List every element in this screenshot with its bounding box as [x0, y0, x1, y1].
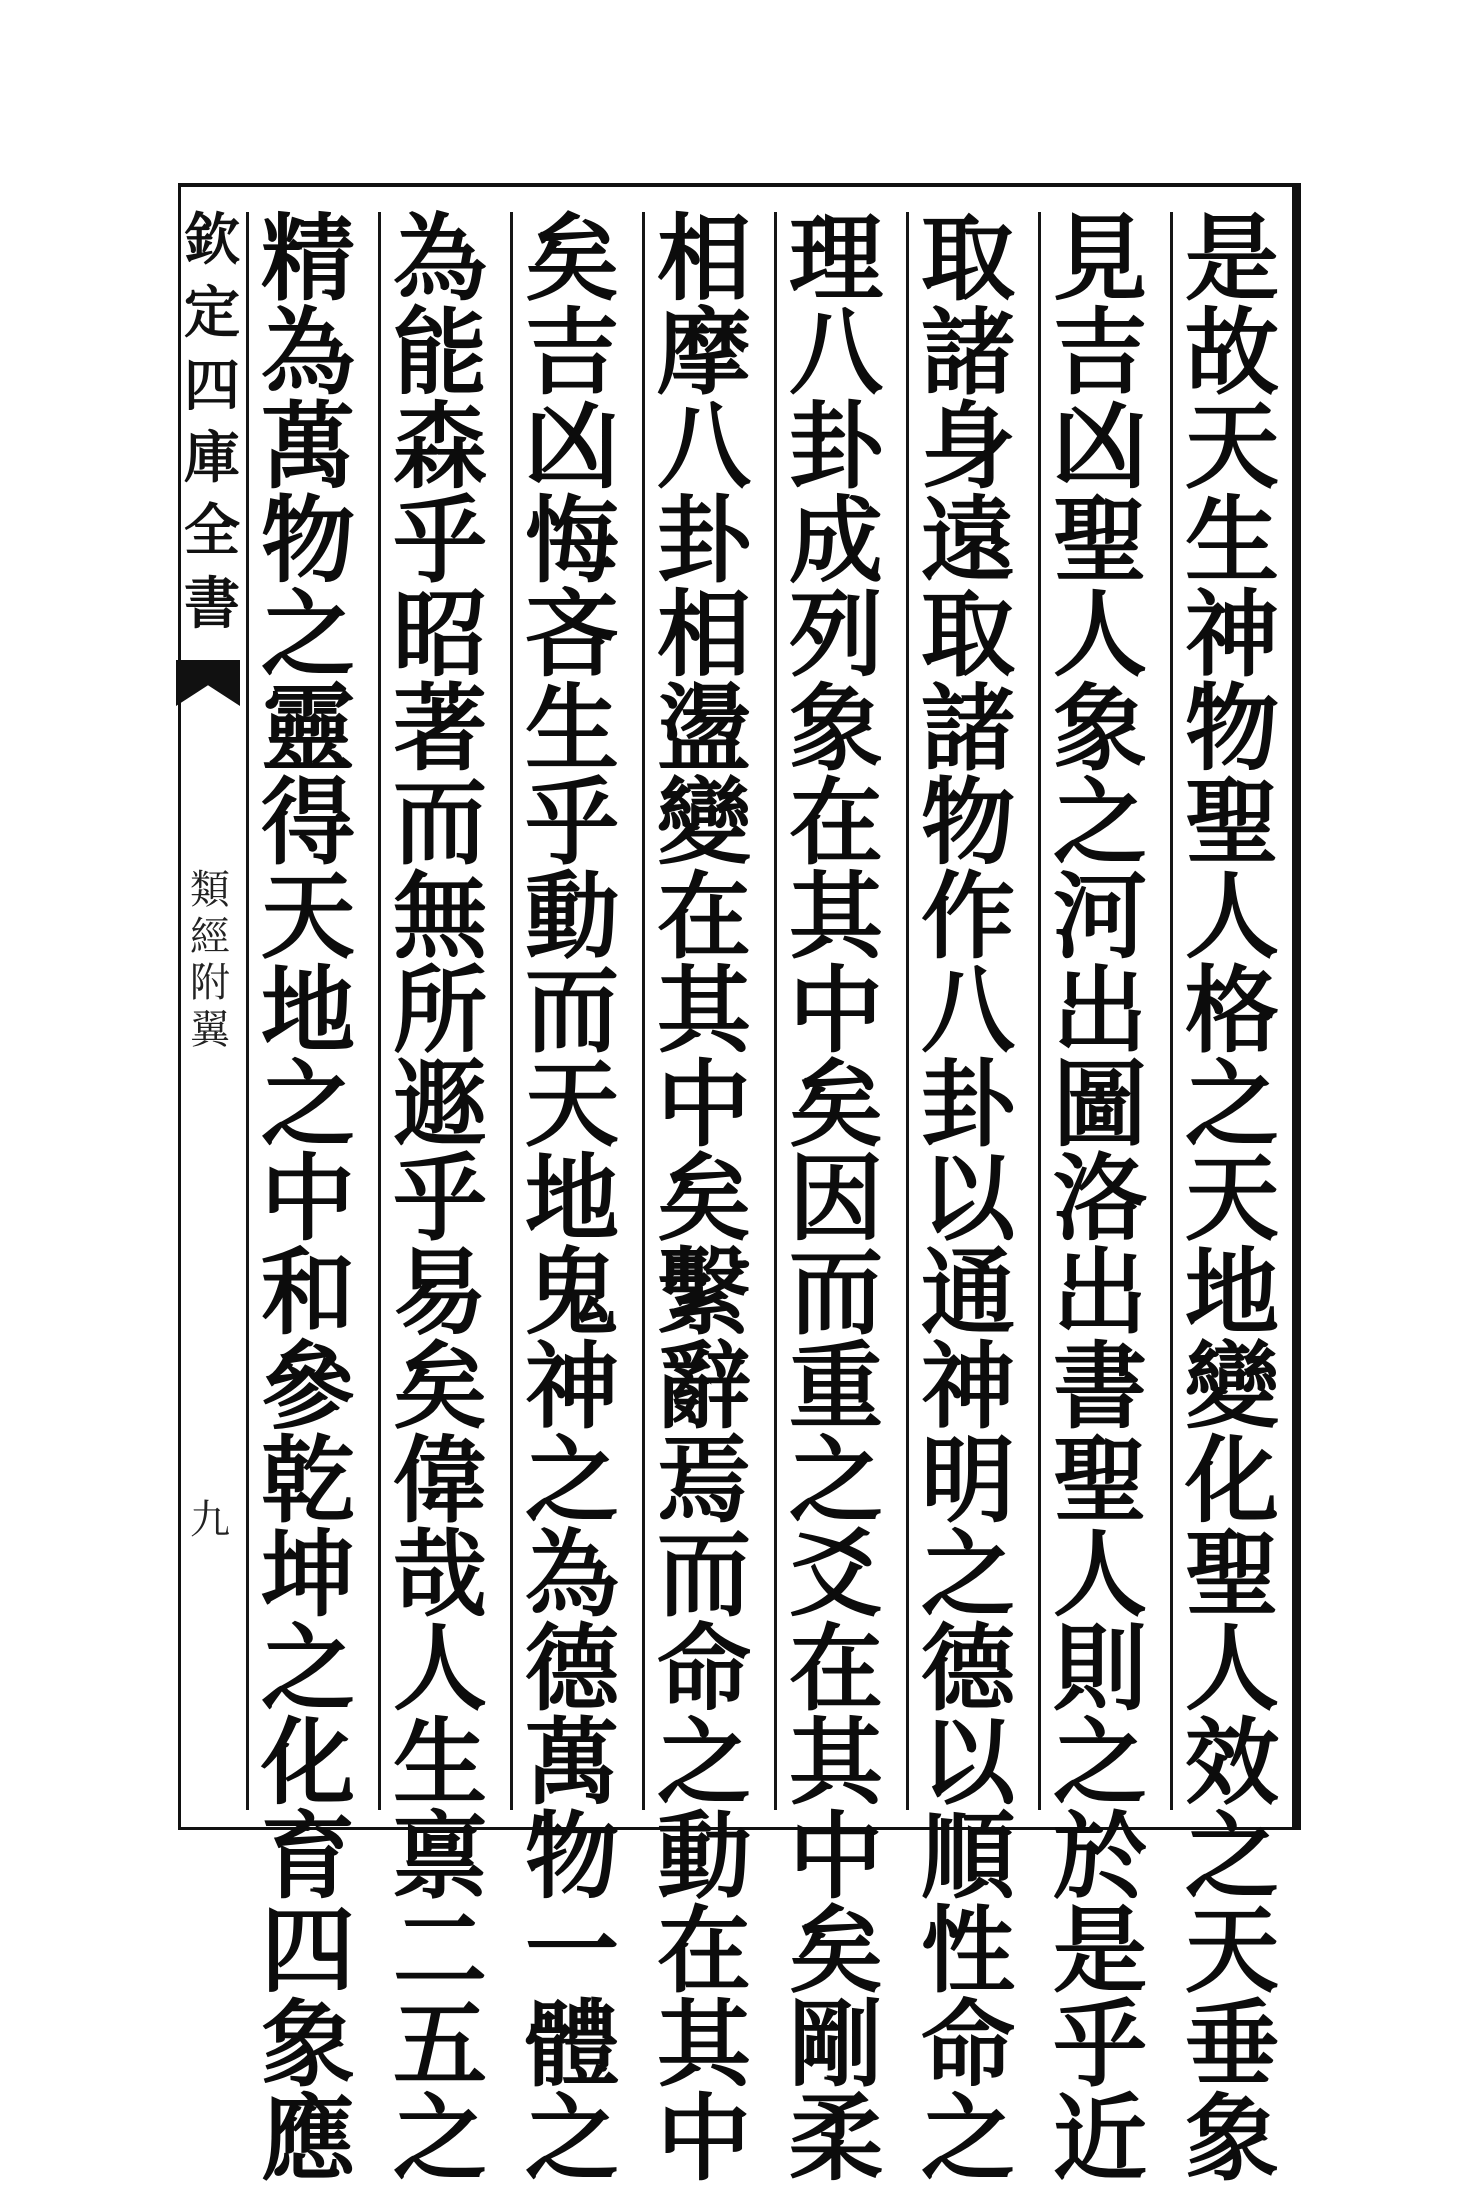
text-column-5: 相 摩 八 卦 相 盪 變 在 其 中 矣 繫 辭 焉 而 命 之 動 在 其 中 — [656, 204, 751, 2194]
text-column-4: 理 八 卦 成 列 象 在 其 中 矣 因 而 重 之 爻 在 其 中 矣 剛 柔 — [788, 204, 883, 2194]
margin-page-number: 九 — [190, 1497, 230, 1543]
text-column-2: 見 吉 凶 聖 人 象 之 河 出 圖 洛 出 書 聖 人 則 之 於 是 乎 近 — [1052, 204, 1147, 2194]
margin-title: 欽 定 四 庫 全 書 — [184, 207, 240, 637]
text-column-6: 矣 吉 凶 悔 吝 生 乎 動 而 天 地 鬼 神 之 為 德 萬 物 一 體 之 — [524, 204, 619, 2194]
text-column-7: 為 能 森 乎 昭 著 而 無 所 遯 乎 易 矣 偉 哉 人 生 禀 二 五 之 — [392, 204, 487, 2194]
text-column-3: 取 諸 身 遠 取 諸 物 作 八 卦 以 通 神 明 之 德 以 順 性 命 之 — [920, 204, 1015, 2194]
text-column-1: 是 故 天 生 神 物 聖 人 格 之 天 地 變 化 聖 人 效 之 天 垂 象 — [1184, 204, 1279, 2194]
margin-section-title: 類 經 附 翼 — [190, 867, 230, 1053]
text-column-8: 精 為 萬 物 之 靈 得 天 地 之 中 和 參 乾 坤 之 化 育 四 象 應 — [260, 204, 355, 2194]
